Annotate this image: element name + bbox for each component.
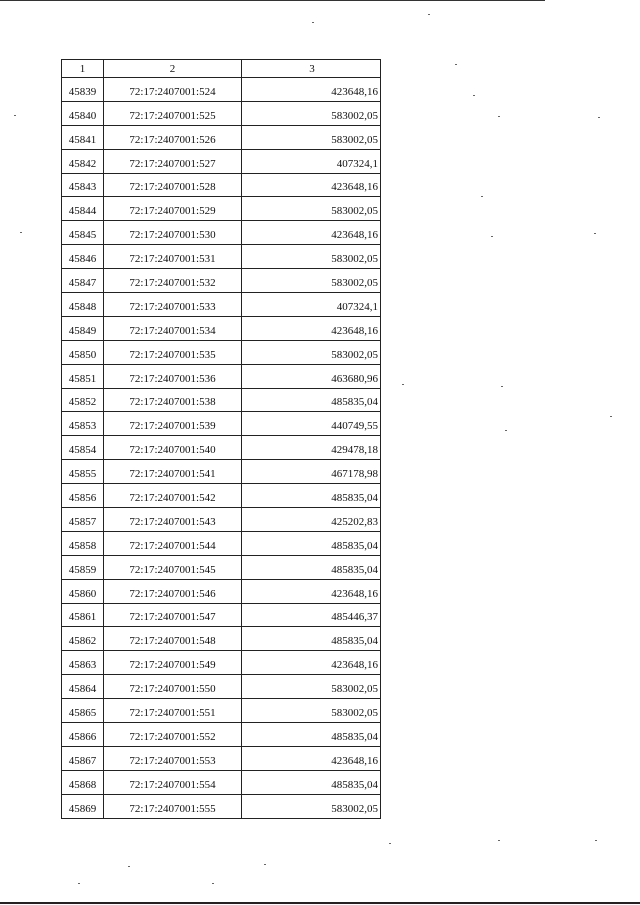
cadastral-number-cell: 72:17:2407001:552: [104, 723, 242, 747]
scan-speck: [594, 233, 596, 234]
cadastral-number-cell: 72:17:2407001:539: [104, 412, 242, 436]
cadastral-value-cell: 423648,16: [242, 78, 381, 102]
cadastral-number-cell: 72:17:2407001:553: [104, 746, 242, 770]
cadastral-value-cell: 485835,04: [242, 723, 381, 747]
cadastral-number-cell: 72:17:2407001:544: [104, 531, 242, 555]
row-number-cell: 45845: [62, 221, 104, 245]
table-row: [62, 555, 381, 579]
scan-speck: [595, 840, 597, 841]
scan-speck: [20, 232, 22, 233]
table-row: [62, 293, 381, 317]
scan-speck: [78, 883, 80, 884]
table-row: [62, 675, 381, 699]
cadastral-value-cell: 423648,16: [242, 221, 381, 245]
cadastral-number-cell: 72:17:2407001:531: [104, 245, 242, 269]
row-number-cell: 45862: [62, 627, 104, 651]
table-row: [62, 221, 381, 245]
table-row: [62, 603, 381, 627]
cadastral-value-cell: 423648,16: [242, 316, 381, 340]
table-row: [62, 436, 381, 460]
header-row: [62, 60, 381, 78]
table-row: [62, 173, 381, 197]
cadastral-number-cell: 72:17:2407001:546: [104, 579, 242, 603]
row-number-cell: 45859: [62, 555, 104, 579]
row-number-cell: 45847: [62, 269, 104, 293]
table-row: [62, 627, 381, 651]
cadastral-value-cell: 429478,18: [242, 436, 381, 460]
cadastral-value-cell: 485835,04: [242, 627, 381, 651]
cadastral-value-cell: 467178,98: [242, 460, 381, 484]
cadastral-value-cell: 583002,05: [242, 101, 381, 125]
cadastral-value-cell: 423648,16: [242, 173, 381, 197]
table-row: [62, 197, 381, 221]
row-number-cell: 45866: [62, 723, 104, 747]
row-number-cell: 45841: [62, 125, 104, 149]
scan-speck: [14, 115, 16, 116]
table-row: [62, 245, 381, 269]
row-number-cell: 45855: [62, 460, 104, 484]
cadastral-number-cell: 72:17:2407001:524: [104, 78, 242, 102]
table-row: [62, 388, 381, 412]
row-number-cell: 45864: [62, 675, 104, 699]
row-number-cell: 45844: [62, 197, 104, 221]
header-col-1: 1: [62, 60, 104, 78]
table-row: [62, 460, 381, 484]
table-row: [62, 412, 381, 436]
row-number-cell: 45853: [62, 412, 104, 436]
cadastral-value-cell: 583002,05: [242, 197, 381, 221]
table-row: [62, 531, 381, 555]
cadastral-value-cell: 407324,1: [242, 149, 381, 173]
cadastral-number-cell: 72:17:2407001:550: [104, 675, 242, 699]
table-header: [62, 60, 381, 78]
scan-speck: [128, 866, 130, 867]
cadastral-number-cell: 72:17:2407001:536: [104, 364, 242, 388]
cadastral-value-cell: 583002,05: [242, 245, 381, 269]
cadastral-number-cell: 72:17:2407001:555: [104, 794, 242, 818]
row-number-cell: 45851: [62, 364, 104, 388]
scan-top-edge: [0, 0, 545, 1]
cadastral-value-cell: 583002,05: [242, 125, 381, 149]
scan-speck: [501, 386, 503, 387]
cadastral-value-cell: 423648,16: [242, 651, 381, 675]
table-row: [62, 723, 381, 747]
cadastral-value-cell: 583002,05: [242, 340, 381, 364]
cadastral-number-cell: 72:17:2407001:545: [104, 555, 242, 579]
row-number-cell: 45850: [62, 340, 104, 364]
table-row: [62, 508, 381, 532]
cadastral-value-cell: 425202,83: [242, 508, 381, 532]
cadastral-number-cell: 72:17:2407001:534: [104, 316, 242, 340]
row-number-cell: 45858: [62, 531, 104, 555]
cadastral-value-cell: 583002,05: [242, 794, 381, 818]
scan-speck: [598, 117, 600, 118]
cadastral-value-cell: 485835,04: [242, 388, 381, 412]
row-number-cell: 45865: [62, 699, 104, 723]
cadastral-number-cell: 72:17:2407001:525: [104, 101, 242, 125]
table-row: [62, 579, 381, 603]
table-row: [62, 101, 381, 125]
row-number-cell: 45842: [62, 149, 104, 173]
table-row: [62, 651, 381, 675]
row-number-cell: 45857: [62, 508, 104, 532]
table-row: [62, 364, 381, 388]
cadastral-number-cell: 72:17:2407001:532: [104, 269, 242, 293]
scan-speck: [491, 236, 493, 237]
cadastral-value-cell: 485835,04: [242, 770, 381, 794]
scan-speck: [481, 196, 483, 197]
table-row: [62, 340, 381, 364]
table-row: [62, 699, 381, 723]
header-col-3: 3: [242, 60, 381, 78]
table-row: [62, 149, 381, 173]
cadastral-number-cell: 72:17:2407001:528: [104, 173, 242, 197]
cadastral-number-cell: 72:17:2407001:554: [104, 770, 242, 794]
cadastral-number-cell: 72:17:2407001:541: [104, 460, 242, 484]
cadastral-value-cell: 440749,55: [242, 412, 381, 436]
scan-speck: [455, 64, 457, 65]
cadastral-number-cell: 72:17:2407001:526: [104, 125, 242, 149]
scan-speck: [498, 116, 500, 117]
scan-speck: [505, 430, 507, 431]
scan-speck: [389, 843, 391, 844]
cadastral-value-table: [61, 59, 381, 819]
cadastral-number-cell: 72:17:2407001:527: [104, 149, 242, 173]
cadastral-number-cell: 72:17:2407001:547: [104, 603, 242, 627]
row-number-cell: 45867: [62, 746, 104, 770]
table-row: [62, 770, 381, 794]
scan-speck: [264, 864, 266, 865]
row-number-cell: 45854: [62, 436, 104, 460]
scan-speck: [610, 416, 612, 417]
table-row: [62, 269, 381, 293]
row-number-cell: 45856: [62, 484, 104, 508]
table-row: [62, 125, 381, 149]
table-row: [62, 78, 381, 102]
table-row: [62, 794, 381, 818]
cadastral-value-cell: 463680,96: [242, 364, 381, 388]
row-number-cell: 45848: [62, 293, 104, 317]
cadastral-number-cell: 72:17:2407001:540: [104, 436, 242, 460]
scan-speck: [498, 840, 500, 841]
cadastral-value-cell: 583002,05: [242, 699, 381, 723]
row-number-cell: 45861: [62, 603, 104, 627]
row-number-cell: 45869: [62, 794, 104, 818]
table-row: [62, 484, 381, 508]
cadastral-number-cell: 72:17:2407001:548: [104, 627, 242, 651]
cadastral-value-cell: 407324,1: [242, 293, 381, 317]
row-number-cell: 45863: [62, 651, 104, 675]
cadastral-value-cell: 583002,05: [242, 269, 381, 293]
cadastral-value-cell: 423648,16: [242, 746, 381, 770]
cadastral-value-cell: 423648,16: [242, 579, 381, 603]
cadastral-number-cell: 72:17:2407001:538: [104, 388, 242, 412]
cadastral-value-cell: 485835,04: [242, 555, 381, 579]
cadastral-value-cell: 485835,04: [242, 484, 381, 508]
table-body: [62, 78, 381, 819]
cadastral-value-cell: 485446,37: [242, 603, 381, 627]
row-number-cell: 45840: [62, 101, 104, 125]
cadastral-value-cell: 485835,04: [242, 531, 381, 555]
row-number-cell: 45868: [62, 770, 104, 794]
table-row: [62, 316, 381, 340]
cadastral-number-cell: 72:17:2407001:543: [104, 508, 242, 532]
cadastral-number-cell: 72:17:2407001:529: [104, 197, 242, 221]
scan-speck: [312, 22, 314, 23]
cadastral-number-cell: 72:17:2407001:530: [104, 221, 242, 245]
cadastral-number-cell: 72:17:2407001:549: [104, 651, 242, 675]
row-number-cell: 45852: [62, 388, 104, 412]
scan-speck: [428, 14, 430, 15]
header-col-2: 2: [104, 60, 242, 78]
cadastral-number-cell: 72:17:2407001:551: [104, 699, 242, 723]
scan-speck: [402, 384, 404, 385]
scan-speck: [212, 883, 214, 884]
row-number-cell: 45860: [62, 579, 104, 603]
row-number-cell: 45843: [62, 173, 104, 197]
cadastral-number-cell: 72:17:2407001:535: [104, 340, 242, 364]
scan-speck: [473, 95, 475, 96]
row-number-cell: 45846: [62, 245, 104, 269]
row-number-cell: 45849: [62, 316, 104, 340]
row-number-cell: 45839: [62, 78, 104, 102]
cadastral-number-cell: 72:17:2407001:533: [104, 293, 242, 317]
cadastral-value-cell: 583002,05: [242, 675, 381, 699]
scan-bottom-edge: [0, 902, 640, 904]
cadastral-number-cell: 72:17:2407001:542: [104, 484, 242, 508]
table-row: [62, 746, 381, 770]
